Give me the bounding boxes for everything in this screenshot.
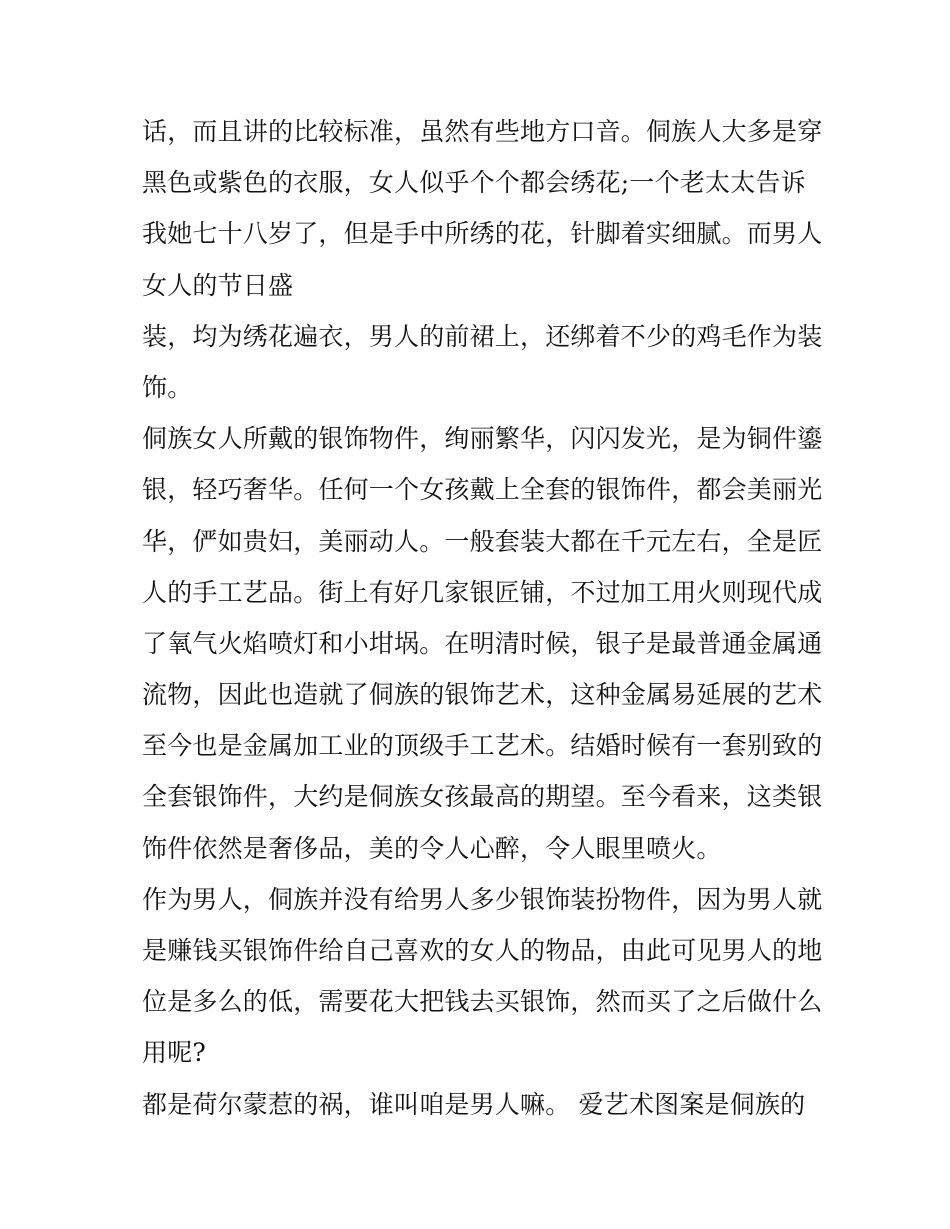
text-line: 银，轻巧奢华。任何一个女孩戴上全套的银饰件，都会美丽光 bbox=[142, 475, 823, 505]
text-line: 用呢? bbox=[142, 1038, 207, 1068]
text-line: 至今也是金属加工业的顶级手工艺术。结婚时候有一套别致的 bbox=[142, 731, 823, 761]
text-line: 饰。 bbox=[142, 372, 193, 402]
text-line: 装，均为绣花遍衣，男人的前裙上，还绑着不少的鸡毛作为装 bbox=[142, 321, 823, 351]
text-line: 作为男人，侗族并没有给男人多少银饰装扮物件，因为男人就 bbox=[142, 884, 823, 914]
text-line: 流物，因此也造就了侗族的银饰艺术，这种金属易延展的艺术 bbox=[142, 680, 823, 710]
body-text bbox=[142, 106, 822, 1130]
text-line: 是赚钱买银饰件给自己喜欢的女人的物品，由此可见男人的地 bbox=[142, 936, 823, 965]
text-line: 华，俨如贵妇，美丽动人。一般套装大都在千元左右，全是匠 bbox=[142, 526, 823, 556]
text-line: 了氧气火焰喷灯和小坩埚。在明清时候，银子是最普通金属通 bbox=[142, 628, 823, 658]
text-line: 都是荷尔蒙惹的祸，谁叫咱是男人嘛。 爱艺术图案是侗族的 bbox=[142, 1089, 806, 1119]
text-line: 侗族女人所戴的银饰物件，绚丽繁华，闪闪发光，是为铜件鎏 bbox=[142, 424, 823, 454]
text-line: 黑色或紫色的衣服，女人似乎个个都会绣花;一个老太太告诉 bbox=[142, 168, 806, 198]
text-line: 我她七十八岁了，但是手中所绣的花，针脚着实细腻。而男人 bbox=[142, 219, 823, 249]
text-line: 全套银饰件，大约是侗族女孩最高的期望。至今看来，这类银 bbox=[142, 782, 823, 812]
text-line: 话，而且讲的比较标准，虽然有些地方口音。侗族人大多是穿 bbox=[142, 117, 823, 146]
text-line: 饰件依然是奢侈品，美的令人心醉，令人眼里喷火。 bbox=[142, 833, 722, 863]
text-line: 位是多么的低，需要花大把钱去买银饰，然而买了之后做什么 bbox=[142, 987, 823, 1017]
text-line: 人的手工艺品。街上有好几家银匠铺，不过加工用火则现代成 bbox=[142, 577, 823, 607]
text-line: 女人的节日盛 bbox=[142, 270, 294, 300]
